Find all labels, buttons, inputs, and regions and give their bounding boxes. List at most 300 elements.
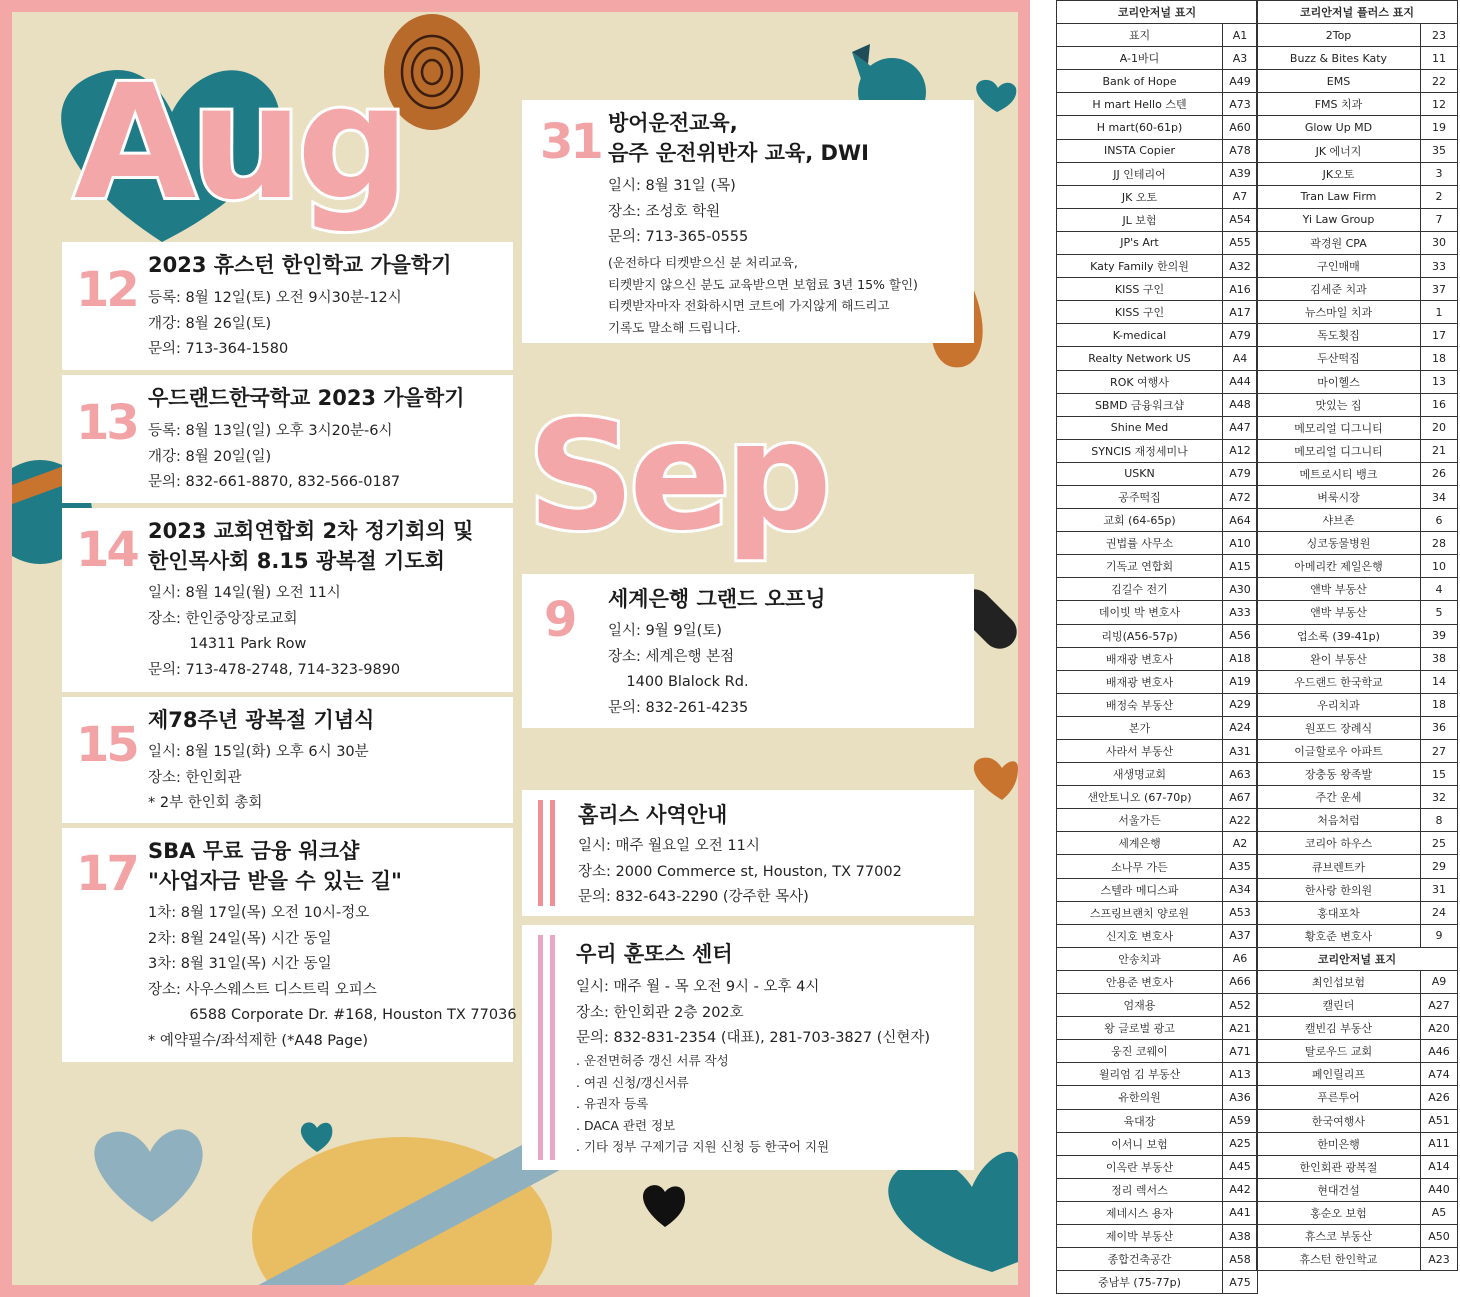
advertiser-name: 현대건설 [1257,1178,1421,1201]
index-row [1257,278,1458,301]
page-number: A53 [1223,901,1258,924]
advertiser-name: JK오토 [1257,162,1421,185]
index-row [1257,670,1458,693]
page-number: A37 [1223,924,1258,947]
notice-title: 홈리스 사역안내 [578,803,728,827]
advertiser-name: 휴스코 부동산 [1257,1224,1421,1247]
event-title-line: 2023 휴스턴 한인학교 가을학기 [148,253,452,277]
event-card-aug-12 [62,242,513,370]
notice-details [576,975,930,1052]
index-row [1257,1178,1458,1201]
page-number: A4 [1223,347,1258,370]
page-number: A11 [1421,1132,1458,1155]
advertiser-name: 데이빗 박 변호사 [1057,601,1223,624]
event-title [148,836,402,896]
advertiser-name: 곽경원 CPA [1257,231,1421,254]
page-number: 5 [1421,601,1458,624]
event-note-line: 티켓받자마자 전화하시면 코트에 가지않게 해드리고 [608,298,890,313]
index-row [1057,1086,1258,1109]
event-detail-line: 일시: 8월 14일(월) 오전 11시 [148,585,341,601]
page-number: A14 [1421,1155,1458,1178]
advertiser-name: 배재광 변호사 [1057,670,1223,693]
index-row [1057,1248,1258,1271]
notice-detail-line: 문의: 832-643-2290 (강주한 목사) [578,889,809,905]
event-detail-line: 장소: 한인중앙장로교회 [148,610,298,627]
page-number: A74 [1421,1063,1458,1086]
event-details [148,901,517,1054]
page-number: A52 [1223,994,1258,1017]
index-row [1257,24,1458,47]
notice-detail-line: 장소: 한인회관 2층 202호 [576,1004,744,1021]
index-row [1257,647,1458,670]
index-row [1057,1201,1258,1224]
page-number: A33 [1223,601,1258,624]
advertiser-name: KISS 구인 [1057,301,1223,324]
advertiser-name: 마이헬스 [1257,370,1421,393]
month-heading-aug: Aug [74,51,404,235]
page-number: A79 [1223,462,1258,485]
event-day: 9 [544,592,575,648]
advertiser-name: 이서니 보험 [1057,1132,1223,1155]
page-number: A20 [1421,1017,1458,1040]
advertiser-name: 리빙(A56-57p) [1057,624,1223,647]
event-title-line: 2023 교회연합회 2차 정기회의 및 [148,519,474,543]
page-number: 19 [1421,116,1458,139]
month-heading-sep: Sep [527,390,827,564]
index-row [1057,24,1258,47]
event-title [148,250,452,280]
notice-details [578,834,902,911]
advertiser-name: 왕 글로벌 광고 [1057,1017,1223,1040]
index-row [1057,485,1258,508]
page-number: 28 [1421,532,1458,555]
event-card-aug-13 [62,375,513,503]
page-number: A25 [1223,1132,1258,1155]
advertiser-name: 푸른투어 [1257,1086,1421,1109]
index-row [1257,832,1458,855]
advertiser-name: 세계은행 [1057,832,1223,855]
page-number: A19 [1223,670,1258,693]
page-number: A22 [1223,809,1258,832]
advertiser-name: 장충동 왕족발 [1257,763,1421,786]
notice-note-line: . 여권 신청/갱신서류 [576,1074,689,1090]
notice-card-homeless [522,790,974,916]
event-title [608,584,825,614]
index-subheader-row [1257,947,1458,970]
notice-detail-line: 일시: 매주 월 - 목 오전 9시 - 오후 4시 [576,979,820,995]
advertiser-name: 공주떡집 [1057,485,1223,508]
advertiser-name: 한국여행사 [1257,1109,1421,1132]
index-row [1257,809,1458,832]
advertiser-name: 스텔라 메디스파 [1057,878,1223,901]
page-number: 4 [1421,578,1458,601]
advertiser-name: 페인릴리프 [1257,1063,1421,1086]
page-number: A1 [1223,24,1258,47]
page-number: 31 [1421,878,1458,901]
index-row [1057,832,1258,855]
index-row [1257,1040,1458,1063]
index-row [1057,740,1258,763]
page-number: A21 [1223,1017,1258,1040]
index-row [1257,1248,1458,1271]
index-row [1057,162,1258,185]
page-number: A10 [1223,532,1258,555]
page-number: A47 [1223,416,1258,439]
index-row [1057,1063,1258,1086]
advertiser-name: 한사랑 한의원 [1257,878,1421,901]
index-row [1057,994,1258,1017]
advertiser-name: 교회 (64-65p) [1057,509,1223,532]
advertiser-name: 엄재용 [1057,994,1223,1017]
index-row [1057,855,1258,878]
index-row [1257,624,1458,647]
index-row [1057,231,1258,254]
index-row [1057,324,1258,347]
page-number: A42 [1223,1178,1258,1201]
advertiser-name: 표지 [1057,24,1223,47]
index-row [1257,740,1458,763]
event-detail-line: * 2부 한인회 총회 [148,795,263,811]
page-number: A17 [1223,301,1258,324]
index-row [1257,855,1458,878]
event-details [148,419,400,496]
advertiser-name: 휴스턴 한인학교 [1257,1248,1421,1271]
event-day: 15 [76,717,137,773]
advertiser-name: H mart Hello 스텐 [1057,93,1223,116]
index-row [1257,139,1458,162]
index-row [1257,93,1458,116]
event-title-line: 음주 운전위반자 교육, DWI [608,141,869,165]
index-row [1057,601,1258,624]
advertiser-name: JJ 인테리어 [1057,162,1223,185]
event-detail-line: 문의: 713-364-1580 [148,341,289,357]
advertiser-name: SBMD 금융워크샵 [1057,393,1223,416]
index-row [1057,924,1258,947]
index-row [1257,439,1458,462]
index-row [1057,532,1258,555]
event-title-line: 한인목사회 8.15 광복절 기도회 [148,549,445,573]
advertiser-name: KISS 구인 [1057,278,1223,301]
index-row [1057,786,1258,809]
page-number: 36 [1421,716,1458,739]
index-table-right [1256,0,1458,1271]
advertiser-name: 우드랜드 한국학교 [1257,670,1421,693]
event-note-line: 기록도 말소해 드립니다. [608,319,741,335]
index-row [1257,716,1458,739]
index-row [1057,462,1258,485]
advertiser-name: 사라서 부동산 [1057,740,1223,763]
page-number: A35 [1223,855,1258,878]
advertiser-name: 스프링브랜치 양로원 [1057,901,1223,924]
page-number: 22 [1421,70,1458,93]
advertiser-name: 이글할로우 아파트 [1257,740,1421,763]
event-note-line: 티켓받지 않으신 분도 교육받으면 보험료 3년 15% 할인) [608,276,918,292]
page-number: 12 [1421,93,1458,116]
index-row [1257,601,1458,624]
event-detail-line: 일시: 8월 15일(화) 오후 6시 30분 [148,744,369,760]
event-details [608,174,748,251]
page-number: A56 [1223,624,1258,647]
advertiser-name: 싱코동물병원 [1257,532,1421,555]
page-number: A6 [1223,947,1258,970]
advertiser-name: 정리 렉서스 [1057,1178,1223,1201]
page-number: A64 [1223,509,1258,532]
page-number: 26 [1421,462,1458,485]
advertiser-name: JL 보험 [1057,208,1223,231]
page-number: A73 [1223,93,1258,116]
advertiser-name: 배정숙 부동산 [1057,693,1223,716]
page-number: 30 [1421,231,1458,254]
page-number: A54 [1223,208,1258,231]
notice-detail-line: 문의: 832-831-2354 (대표), 281-703-3827 (신현자) [576,1030,931,1046]
index-row [1057,624,1258,647]
notice-note-line: . 운전면허증 갱신 서류 작성 [576,1053,729,1068]
advertiser-name: 한인회관 광복절 [1257,1155,1421,1178]
index-row [1257,416,1458,439]
advertiser-name: 홍순오 보험 [1257,1201,1421,1224]
index-row [1057,1109,1258,1132]
page-number: 18 [1421,693,1458,716]
index-row [1257,393,1458,416]
page-number: A55 [1223,231,1258,254]
advertiser-name: 메모리얼 디그니티 [1257,416,1421,439]
index-row [1257,509,1458,532]
index-row [1257,532,1458,555]
advertiser-name: 웅진 코웨이 [1057,1040,1223,1063]
advertiser-name: INSTA Copier [1057,139,1223,162]
page-number: A39 [1223,162,1258,185]
notice-detail-line: 장소: 2000 Commerce st, Houston, TX 77002 [578,863,902,880]
page-number: 25 [1421,832,1458,855]
advertiser-name: Bank of Hope [1057,70,1223,93]
index-row [1057,578,1258,601]
page-number: A75 [1223,1271,1258,1294]
heart-decoration [974,758,1018,800]
page-number: A32 [1223,255,1258,278]
index-row [1057,1224,1258,1247]
index-row [1057,70,1258,93]
page-number: A48 [1223,393,1258,416]
event-detail-line: 1차: 8월 17일(목) 오전 10시-정오 [148,905,370,921]
event-day: 31 [540,114,601,170]
index-row [1257,116,1458,139]
event-detail-line: * 예약필수/좌석제한 (*A48 Page) [148,1032,369,1049]
event-detail-line: 14311 Park Row [148,636,307,652]
accent-bars [538,935,560,1160]
advertiser-name: 탈로우드 교회 [1257,1040,1421,1063]
page-number: 18 [1421,347,1458,370]
page-number: A49 [1223,70,1258,93]
index-row [1257,462,1458,485]
event-title [148,383,465,413]
page-number: 34 [1421,485,1458,508]
event-title [148,516,473,576]
advertiser-name: 배재광 변호사 [1057,647,1223,670]
page-number: A78 [1223,139,1258,162]
advertiser-name: 김세준 치과 [1257,278,1421,301]
event-title-line: 우드랜드한국학교 2023 가을학기 [148,386,465,410]
page-number: 15 [1421,763,1458,786]
advertiser-name: JP's Art [1057,231,1223,254]
event-title-line: SBA 무료 금융 워크샵 [148,839,360,863]
index-table-left [1056,0,1258,1294]
index-row [1257,555,1458,578]
event-detail-line: 등록: 8월 12일(토) 오전 9시30분-12시 [148,290,402,306]
advertiser-name: 구인매매 [1257,255,1421,278]
event-detail-line: 1400 Blalock Rd. [608,674,749,690]
index-row [1257,693,1458,716]
page-number: 7 [1421,208,1458,231]
index-row [1257,1132,1458,1155]
index-row [1057,47,1258,70]
advertiser-name: 본가 [1057,716,1223,739]
page-number: A46 [1421,1040,1458,1063]
event-detail-line: 문의: 832-261-4235 [608,699,749,716]
event-note-line: (운전하다 티켓받으신 분 처리교육, [608,255,798,270]
page-number: 17 [1421,324,1458,347]
advertiser-name: 홍대포차 [1257,901,1421,924]
page-number: 10 [1421,555,1458,578]
index-row [1257,255,1458,278]
index-row [1057,301,1258,324]
advertiser-name: JK 오토 [1057,185,1223,208]
index-row [1057,93,1258,116]
advertiser-name: 맛있는 집 [1257,393,1421,416]
index-row [1057,878,1258,901]
event-detail-line: 장소: 한인회관 [148,769,242,786]
event-day: 13 [76,395,137,451]
event-title-line: 세계은행 그랜드 오프닝 [608,587,826,611]
advertiser-name: 최인섭보험 [1257,970,1421,993]
index-row [1057,901,1258,924]
index-row [1257,878,1458,901]
page-number: A30 [1223,578,1258,601]
page-number: A13 [1223,1063,1258,1086]
page-number: A18 [1223,647,1258,670]
notice-note-line: . 유권자 등록 [576,1096,649,1111]
index-row [1057,555,1258,578]
index-row [1057,370,1258,393]
advertiser-name: 업소록 (39-41p) [1257,624,1421,647]
index-row [1057,439,1258,462]
page-number: 37 [1421,278,1458,301]
index-row [1057,416,1258,439]
page-number: 20 [1421,416,1458,439]
index-row [1257,1109,1458,1132]
advertiser-name: 황호준 변호사 [1257,924,1421,947]
advertiser-name: 중남부 (75-77p) [1057,1271,1223,1294]
event-detail-line: 장소: 사우스웨스트 디스트릭 오피스 [148,981,377,998]
index-row [1257,763,1458,786]
page-number: 35 [1421,139,1458,162]
advertiser-name: USKN [1057,462,1223,485]
event-day: 12 [76,262,137,318]
advertiser-name: 윌리엄 김 부동산 [1057,1063,1223,1086]
page-number: A9 [1421,970,1458,993]
event-day: 14 [76,522,137,578]
event-detail-line: 장소: 조성호 학원 [608,203,721,220]
page-number: 16 [1421,393,1458,416]
page-number: A72 [1223,485,1258,508]
index-row [1057,970,1258,993]
index-row [1057,809,1258,832]
notice-title: 우리 훈또스 센터 [576,942,733,966]
advertiser-name: EMS [1257,70,1421,93]
page-number: A27 [1421,994,1458,1017]
notice-notes [576,1050,829,1158]
index-row [1257,47,1458,70]
index-row [1057,1132,1258,1155]
advertiser-name: 원포드 장례식 [1257,716,1421,739]
advertiser-name: Shine Med [1057,416,1223,439]
event-detail-line: 문의: 832-661-8870, 832-566-0187 [148,474,401,490]
page-number: A15 [1223,555,1258,578]
advertiser-name: 메모리얼 디그니티 [1257,439,1421,462]
advertiser-name: FMS 치과 [1257,93,1421,116]
heart-decoration [301,1122,332,1152]
page-number: 13 [1421,370,1458,393]
event-detail-line: 2차: 8월 24일(목) 시간 동일 [148,930,332,947]
advertiser-name: A-1바디 [1057,47,1223,70]
event-card-aug-15 [62,697,513,823]
index-row [1057,647,1258,670]
index-row [1057,393,1258,416]
index-row [1257,578,1458,601]
index-row [1057,1155,1258,1178]
index-row [1057,347,1258,370]
index-row [1057,509,1258,532]
page-number: 21 [1421,439,1458,462]
page-number: 3 [1421,162,1458,185]
advertiser-name: 독도횟집 [1257,324,1421,347]
index-header: 코리안저널 플러스 표지 [1257,1,1458,24]
index-row [1257,370,1458,393]
event-title-line: 제78주년 광복절 기념식 [148,708,375,732]
page-number: 24 [1421,901,1458,924]
page-number: 39 [1421,624,1458,647]
event-detail-line: 개강: 8월 26일(토) [148,315,272,332]
page-number: A44 [1223,370,1258,393]
notice-note-line: . 기타 정부 구제기금 지원 신청 등 한국어 지원 [576,1139,830,1154]
advertiser-name: 2Top [1257,24,1421,47]
poster-background [12,12,1018,1285]
index-row [1057,947,1258,970]
advertiser-name: 서울가든 [1057,809,1223,832]
page-number: 23 [1421,24,1458,47]
advertiser-name: Yi Law Group [1257,208,1421,231]
index-row [1057,116,1258,139]
page-number: A51 [1421,1109,1458,1132]
page-number: A3 [1223,47,1258,70]
page-number: A36 [1223,1086,1258,1109]
event-detail-line: 6588 Corporate Dr. #168, Houston TX 77036 [148,1007,517,1023]
index-row [1257,208,1458,231]
index-row [1057,1017,1258,1040]
page-number: 9 [1421,924,1458,947]
advertiser-name: K-medical [1057,324,1223,347]
advertiser-name: 기독교 연합회 [1057,555,1223,578]
index-row [1057,1040,1258,1063]
advertiser-name: 샌안토니오 (67-70p) [1057,786,1223,809]
page-number: A59 [1223,1109,1258,1132]
page-number: A38 [1223,1224,1258,1247]
index-row [1057,255,1258,278]
advertiser-name: Katy Family 한의원 [1057,255,1223,278]
page-number: 29 [1421,855,1458,878]
event-detail-line: 일시: 9월 9일(토) [608,623,722,639]
page-number: A7 [1223,185,1258,208]
page-number: A24 [1223,716,1258,739]
